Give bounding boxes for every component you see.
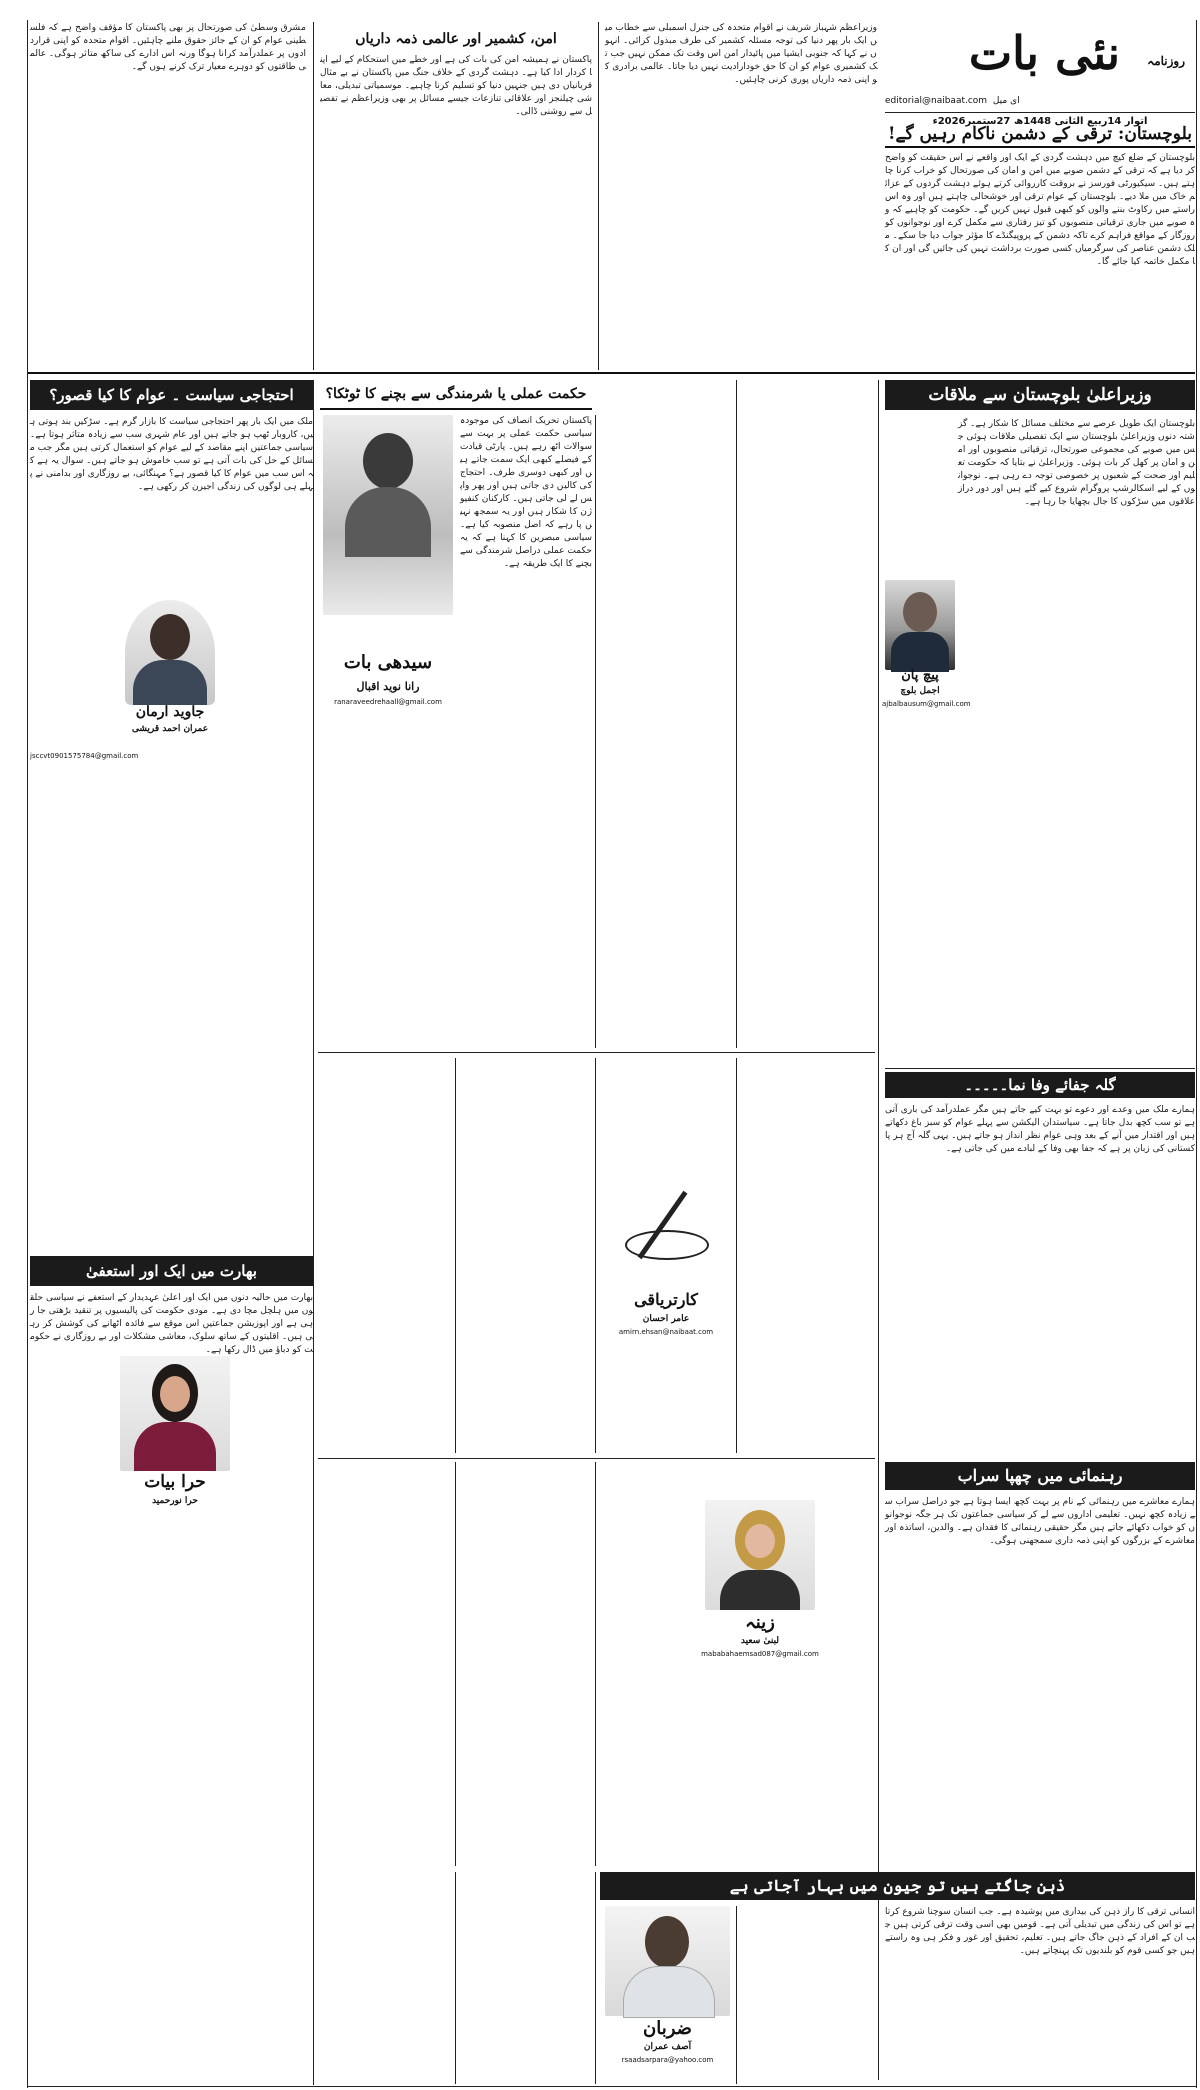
column-body-ehtijaji-side-left xyxy=(30,600,120,750)
column-body-hikmat-2 xyxy=(600,380,732,1048)
column-name-3: کارتریاقی xyxy=(634,1290,698,1309)
top-article-column-1: وزیراعظم شہباز شریف نے اقوام متحدہ کی جنرل اسمبلی سے خطاب میں ایک بار پھر دنیا کی توجہ مسئلہ کشمیر کی طرف مبذول کرائی۔ انہوں نے کہا کہ جنوبی ایشیا میں پائیدار امن اس وقت تک ممکن نہیں جب تک کشمیری عوام کو ان کا حق خودارادیت نہیں دیا جاتا۔ عالمی برادری کو اپنی ذمہ داریاں پوری کرنی چاہئیں۔ xyxy=(605,23,877,85)
column-author-2: عمران احمد قریشی xyxy=(131,724,209,734)
column-email-0: ajbalbausum@gmail.com xyxy=(882,700,971,708)
column-email-2: jsccvt0901575784@gmail.com xyxy=(30,752,139,760)
column-body-cm-meeting-left-2 xyxy=(885,716,951,1066)
column-headline-gila: گلہ جفائے وفا نما۔۔۔۔۔ xyxy=(885,1072,1195,1098)
column-name-5: زینہ xyxy=(745,1612,775,1633)
column-body-gila-center-5 xyxy=(320,1058,452,1453)
author-photo-column-5 xyxy=(705,1500,815,1610)
column-body-rehnumai-center-2 xyxy=(600,1462,695,1866)
author-photo-column-4 xyxy=(120,1356,230,1471)
column-body-zehn-center-1 xyxy=(740,1906,878,2084)
column-body-zehn-right: انسانی ترقی کا راز ذہن کی بیداری میں پوشیدہ ہے۔ جب انسان سوچنا شروع کرتا ہے تو اس کی زندگی میں تبدیلی آتی ہے۔ قومیں بھی اسی وقت ترقی کرتی ہیں جب ان کے افراد کے ذہن جاگ جاتے ہیں۔ تعلیم، تحقیق اور غور و فکر ہی وہ راستے ہیں جو کسی قوم کو بلندیوں تک پہنچاتے ہیں۔ xyxy=(885,1907,1195,1956)
author-photo-column-6 xyxy=(605,1906,730,2016)
column-body-ehtijaji-2 xyxy=(30,768,313,1248)
column-author-5: لبنیٰ سعید xyxy=(740,1636,780,1646)
author-photo-column-3 xyxy=(605,1175,730,1290)
column-body-zehn-left-1 xyxy=(460,1872,592,2084)
masthead-email-label: ای میل xyxy=(992,96,1020,106)
column-email-6: rsaadsarpara@yahoo.com xyxy=(621,2056,714,2064)
column-body-hikmat-4 xyxy=(320,716,452,1048)
author-photo-column-2 xyxy=(125,600,215,705)
column-author-3: عامر احسان xyxy=(642,1314,690,1324)
column-author-6: آصف عمران xyxy=(643,2042,692,2052)
top-article-headline: امن، کشمیر اور عالمی ذمہ داریاں xyxy=(355,31,557,47)
editorial-body: بلوچستان کے ضلع کیچ میں دہشت گردی کے ایک اور واقعے نے اس حقیقت کو واضح کر دیا ہے کہ ترقی کے دشمن صوبے میں امن و امان کی صورتحال کو خراب کرنا چاہتے ہیں۔ سیکیورٹی فورسز نے بروقت کارروائی کرتے ہوئے دہشت گردوں کے عزائم خاک میں ملا دیے۔ بلوچستان کے عوام ترقی اور خوشحالی چاہتے ہیں اور وہ اس راستے میں رکاوٹ بننے والوں کو کبھی قبول نہیں کریں گے۔ حکومت کو چاہیے کہ وہ صوبے میں جاری ترقیاتی منصوبوں کو تیز رفتاری سے مکمل کرے اور نوجوانوں کو روزگار کے مواقع فراہم کرے تاکہ دشمن کے پروپیگنڈے کا مؤثر جواب دیا جا سکے۔ ملک دشمن عناصر کی سرگرمیاں کسی صورت برداشت نہیں کی جائیں گی اور ان کا مکمل خاتمہ کیا جائے گا۔ xyxy=(885,153,1195,267)
newspaper-logo-small: روزنامہ xyxy=(1147,54,1185,68)
column-headline-hikmat: حکمت عملی یا شرمندگی سے بچنے کا ٹوٹکا؟ xyxy=(320,380,592,410)
column-body-gila-right: ہمارے ملک میں وعدے اور دعوے تو بہت کیے جاتے ہیں مگر عملدرآمد کی باری آتی ہے تو سب کچھ بدل جاتا ہے۔ سیاستدان الیکشن سے پہلے عوام کو سبز باغ دکھاتے ہیں اور اقتدار میں آنے کے بعد وہی عوام نظر انداز ہو جاتے ہیں۔ یہی گلہ آج ہر پاکستانی کی زبان پر ہے کہ جفا بھی وفا کے لبادے میں کی جاتی ہے۔ xyxy=(885,1105,1195,1154)
column-body-hikmat-1 xyxy=(740,380,872,1048)
column-body-hikmat-3: پاکستان تحریک انصاف کی موجودہ سیاسی حکمت عملی پر بہت سے سوالات اٹھ رہے ہیں۔ پارٹی قیادت کے فیصلے کبھی ایک سمت جاتے ہیں اور کبھی دوسری طرف۔ احتجاج کی کالیں دی جاتی ہیں اور پھر واپس لے لی جاتی ہیں۔ کارکنان کنفیوژن کا شکار ہیں اور یہ سمجھ نہیں پا رہے کہ اصل منصوبہ کیا ہے۔ سیاسی مبصرین کا کہنا ہے کہ یہ حکمت عملی دراصل شرمندگی سے بچنے کا ایک طریقہ ہے۔ xyxy=(460,416,592,569)
column-body-ehtijaji-1: ملک میں ایک بار پھر احتجاجی سیاست کا بازار گرم ہے۔ سڑکیں بند ہوتی ہیں، کاروبار ٹھپ ہو جاتے ہیں اور عام شہری سب سے زیادہ متاثر ہوتا ہے۔ سیاسی جماعتیں اپنے مقاصد کے لیے عوام کو استعمال کرتی ہیں مگر جب مسائل کے حل کی بات آتی ہے تو سب خاموش ہو جاتے ہیں۔ سوال یہ ہے کہ اس سب میں عوام کا کیا قصور ہے؟ مہنگائی، بے روزگاری اور بدامنی نے پہلے ہی لوگوں کی زندگی اجیرن کر رکھی ہے۔ xyxy=(30,417,313,492)
top-article-column-3: مشرق وسطیٰ کی صورتحال پر بھی پاکستان کا مؤقف واضح ہے کہ فلسطینی عوام کو ان کے جائز حقوق ملنے چاہئیں۔ اقوام متحدہ کو اپنی قراردادوں پر عملدرآمد کرانا ہوگا ورنہ اس ادارے کی ساکھ متاثر ہوگی۔ عالمی طاقتوں کو دوہرے معیار ترک کرنے ہوں گے۔ xyxy=(30,23,306,72)
column-headline-rehnumai: رہنمائی میں چھپا سراب xyxy=(885,1462,1195,1490)
column-email-3: amirn.ehsan@naibaat.com xyxy=(618,1328,714,1336)
top-article-column-2: پاکستان نے ہمیشہ امن کی بات کی ہے اور خطے میں استحکام کے لیے اپنا کردار ادا کیا ہے۔ دہشت گردی کے خلاف جنگ میں پاکستان نے بے مثال قربانیاں دی ہیں جنہیں دنیا کو تسلیم کرنا چاہیے۔ موسمیاتی تبدیلی، معاشی چیلنجز اور علاقائی تنازعات جیسے مسائل پر بھی وزیراعظم نے تفصیل سے روشنی ڈالی۔ xyxy=(320,55,592,117)
masthead-email xyxy=(885,96,1195,106)
newspaper-logo: نئی بات xyxy=(968,26,1120,80)
column-body-zehn-left-2 xyxy=(320,1872,452,2084)
column-body-cm-meeting-left xyxy=(885,418,951,578)
column-body-gila-center-1 xyxy=(740,1058,872,1453)
column-email-5: mababahaemsad087@gmail.com xyxy=(701,1650,819,1658)
author-photo-column-0 xyxy=(885,580,955,670)
masthead-date: اتوار 14ربیع الثانی 1448ھ 27ستمبر2026ء xyxy=(932,116,1148,127)
column-body-gila-center-4 xyxy=(460,1058,592,1453)
column-body-cm-meeting: بلوچستان ایک طویل عرصے سے مختلف مسائل کا شکار ہے۔ گزشتہ دنوں وزیراعلیٰ بلوچستان سے ایک تفصیلی ملاقات ہوئی جس میں صوبے کی مجموعی صورتحال، ترقیاتی منصوبوں اور امن و امان پر کھل کر بات ہوئی۔ وزیراعلیٰ نے بتایا کہ حکومت تعلیم اور صحت کے شعبوں پر خصوصی توجہ دے رہی ہے۔ نوجوانوں کے لیے اسکالرشپ پروگرام شروع کیے گئے ہیں اور دور دراز علاقوں میں سڑکوں کا جال بچھایا جا رہا ہے۔ xyxy=(958,419,1195,507)
column-headline-ehtijaji: احتجاجی سیاست ۔ عوام کا کیا قصور؟ xyxy=(30,380,313,410)
column-headline-cm-meeting: وزیراعلیٰ بلوچستان سے ملاقات xyxy=(885,380,1195,410)
column-body-rehnumai-center-3 xyxy=(460,1462,592,1866)
column-name-4: حرا بیات xyxy=(144,1472,206,1492)
column-author-1: رانا نوید اقبال xyxy=(356,680,420,693)
column-headline-zehn: ذہن جاگتے ہیں تو جیون میں بہار آجاتی ہے xyxy=(600,1872,1195,1900)
column-name-2: جاوید ارمان xyxy=(135,704,205,720)
column-author-0: اجمل بلوچ xyxy=(900,686,940,696)
column-body-rehnumai: ہمارے معاشرے میں رہنمائی کے نام پر بہت کچھ ایسا ہوتا ہے جو دراصل سراب سے زیادہ کچھ نہیں۔ تعلیمی اداروں سے لے کر سیاسی جماعتوں تک ہر جگہ نوجوانوں کو خواب دکھائے جاتے ہیں مگر حقیقی رہنمائی کا فقدان ہے۔ والدین، اساتذہ اور معاشرے کے بزرگوں کو اپنی ذمہ داری سمجھنی ہوگی۔ xyxy=(885,1497,1195,1546)
author-photo-column-1 xyxy=(323,415,453,615)
column-body-rehnumai-center-4 xyxy=(320,1462,452,1866)
column-body-bharat-side-right xyxy=(235,1356,313,1526)
column-headline-bharat: بھارت میں ایک اور استعفیٰ xyxy=(30,1256,313,1286)
column-body-bharat-1: بھارت میں حالیہ دنوں میں ایک اور اعلیٰ عہدیدار کے استعفے نے سیاسی حلقوں میں ہلچل مچا دی ہے۔ مودی حکومت کی پالیسیوں پر تنقید بڑھتی جا رہی ہے اور اپوزیشن جماعتیں اس موقع سے فائدہ اٹھانے کی کوشش کر رہی ہیں۔ اقلیتوں کے ساتھ سلوک، معاشی مشکلات اور بے روزگاری نے حکومت کو دباؤ میں ڈال رکھا ہے۔ xyxy=(30,1293,313,1355)
column-name-1: سیدھی بات xyxy=(343,652,433,673)
column-author-4: حرا نورحمید xyxy=(152,1496,198,1506)
column-body-gila-center-3 xyxy=(600,1344,732,1452)
column-body-ehtijaji-side-right xyxy=(220,600,313,750)
column-name-6: ضربان xyxy=(643,2018,692,2039)
column-body-gila-center-2 xyxy=(600,1058,732,1173)
column-body-bharat-side-left xyxy=(30,1356,115,1526)
editorial-headline: بلوچستان: ترقی کے دشمن ناکام رہیں گے! xyxy=(885,122,1195,148)
column-email-1: ranaraveedrehaall@gmail.com xyxy=(334,698,442,706)
masthead-email-address: editorial@naibaat.com xyxy=(885,96,988,106)
column-name-0: پیچ پان xyxy=(901,668,939,683)
column-body-bharat-2 xyxy=(30,1530,313,2085)
